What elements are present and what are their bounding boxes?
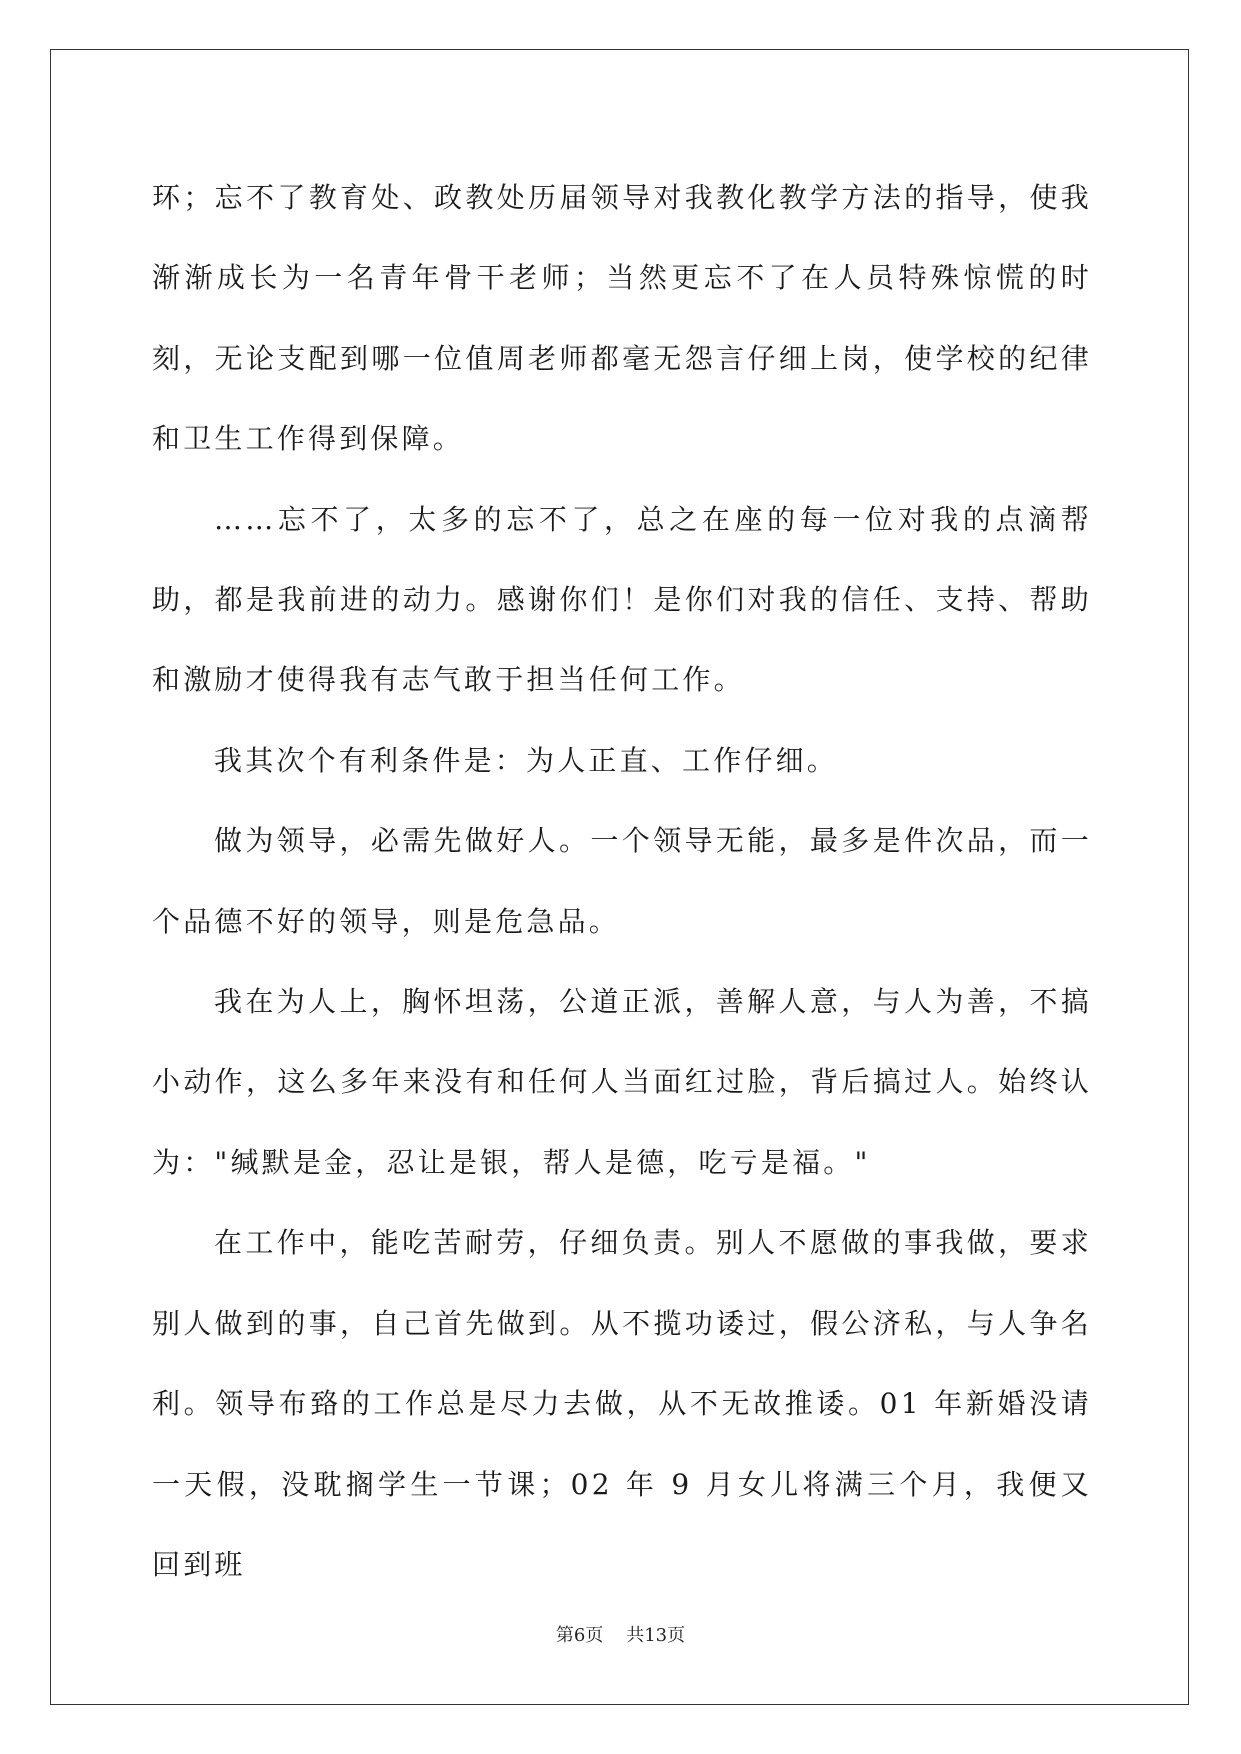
- document-body: [152, 158, 1092, 1605]
- current-page-suffix: 页: [585, 1625, 604, 1646]
- paragraph: 做为领导，必需先做好人。一个领导无能，最多是件次品，而一个品德不好的领导，则是危急品。: [152, 824, 1092, 938]
- total-pages-suffix: 页: [667, 1625, 686, 1646]
- total-pages-prefix: 共: [626, 1625, 645, 1646]
- paragraph: 在工作中，能吃苦耐劳，仔细负责。别人不愿做的事我做，要求别人做到的事，自己首先做到。从不揽功诿过，假公济私，与人争名利。领导布臵的工作总是尽力去做，从不无故推诿。01 年新婚没请一天假，没耽搁学生一节课；02 年 9 月女儿将满三个月，我便又回到班: [152, 1226, 1092, 1581]
- paragraph: ……忘不了，太多的忘不了，总之在座的每一位对我的点滴帮助，都是我前进的动力。感谢你们！是你们对我的信任、支持、帮助和激励才使得我有志气敢于担当任何工作。: [152, 502, 1092, 697]
- paragraph: 我其次个有利条件是：为人正直、工作仔细。: [214, 743, 839, 777]
- current-page-prefix: 第: [555, 1625, 574, 1646]
- page-number-footer: [0, 1621, 1241, 1647]
- current-page-number: 6: [573, 1625, 586, 1646]
- paragraph: 我在为人上，胸怀坦荡，公道正派，善解人意，与人为善，不搞小动作，这么多年来没有和任何人当面红过脸，背后搞过人。始终认为："缄默是金，忍让是银，帮人是德，吃亏是福。": [152, 985, 1092, 1179]
- paragraph: 环；忘不了教育处、政教处历届领导对我教化教学方法的指导，使我渐渐成长为一名青年骨干老师；当然更忘不了在人员特殊惊慌的时刻，无论支配到哪一位值周老师都毫无怨言仔细上岗，使学校的纪律和卫生工作得到保障。: [152, 181, 1092, 456]
- total-pages-number: 13: [644, 1625, 668, 1646]
